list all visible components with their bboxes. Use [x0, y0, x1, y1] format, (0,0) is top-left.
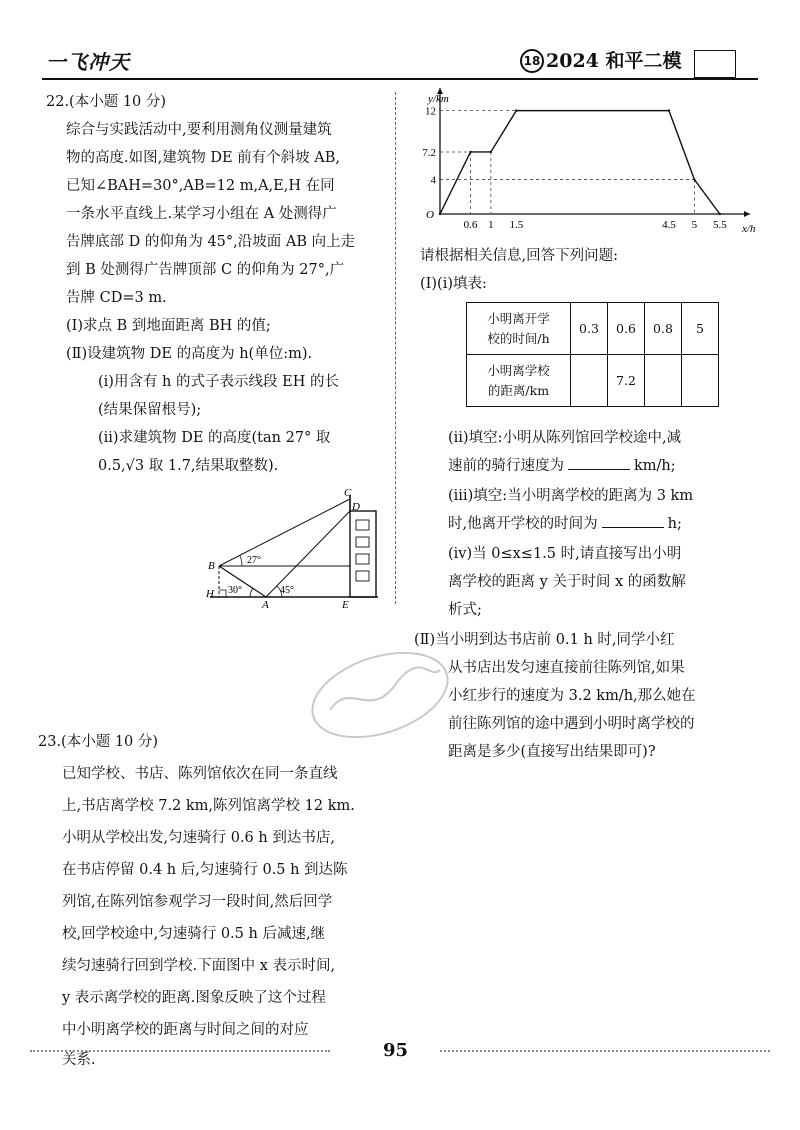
- x-axis-arrow-icon: [744, 211, 750, 217]
- fill-text: 时,他离开学校的时间为: [448, 516, 598, 532]
- window: [356, 520, 369, 530]
- q23-part1-i: (Ⅰ)(ⅰ)填表:: [420, 276, 487, 292]
- label-h: H: [206, 588, 214, 600]
- q23-line: 已知学校、书店、陈列馆依次在同一条直线: [62, 766, 338, 782]
- table-cell: 0.3: [571, 303, 608, 355]
- q22-line: 综合与实践活动中,要利用测角仪测量建筑: [66, 122, 332, 138]
- unit-text: km/h;: [634, 458, 676, 474]
- table-cell[interactable]: [645, 355, 682, 407]
- q22-sub2-cont: 0.5,√3 取 1.7,结果取整数).: [98, 458, 279, 474]
- sight-line-ad: [266, 511, 350, 597]
- q22-line: 物的高度.如图,建筑物 DE 前有个斜坡 AB,: [66, 150, 340, 166]
- watermark-stamp-icon: [300, 640, 460, 750]
- header-rule: [42, 78, 758, 80]
- q23-line: 小明从学校出发,匀速骑行 0.6 h 到达书店,: [62, 830, 335, 846]
- graph-series: [439, 109, 721, 215]
- q22-heading: 22.(本小题 10 分): [46, 94, 167, 110]
- series-title: 一飞冲天: [46, 50, 130, 74]
- label-b: B: [208, 560, 215, 572]
- q23-part1-iv-end: 析式;: [448, 602, 482, 618]
- x-tick-label: 5.5: [712, 219, 727, 231]
- q23-intro: 请根据相关信息,回答下列问题:: [420, 248, 618, 264]
- table-row: [467, 303, 719, 355]
- q22-sub1: (ⅰ)用含有 h 的式子表示线段 EH 的长: [98, 374, 339, 390]
- circled-number: 18: [520, 49, 544, 73]
- q23-line: 关系.: [62, 1052, 96, 1068]
- table-header-cell: [467, 355, 571, 407]
- table-cell[interactable]: [682, 355, 719, 407]
- origin-label: O: [426, 209, 434, 221]
- table-cell[interactable]: [571, 355, 608, 407]
- table-cell: 0.8: [645, 303, 682, 355]
- data-point: [693, 178, 695, 180]
- q22-line: 告牌底部 D 的仰角为 45°,沿坡面 AB 向上走: [66, 234, 356, 250]
- y-tick-label: 7.2: [422, 146, 436, 159]
- series-line: [440, 111, 720, 214]
- q23-part2-line: 前往陈列馆的途中遇到小明时离学校的: [448, 716, 695, 732]
- q22-part2: (Ⅱ)设建筑物 DE 的高度为 h(单位:m).: [66, 346, 313, 362]
- x-tick-label: 1: [488, 219, 494, 231]
- q23-line: 上,书店离学校 7.2 km,陈列馆离学校 12 km.: [62, 798, 355, 814]
- y-axis-label: y/km: [428, 93, 449, 105]
- q23-part1-iii: (ⅲ)填空:当小明离学校的距离为 3 km: [448, 488, 694, 504]
- x-tick-label: 1.5: [509, 219, 524, 231]
- data-point: [719, 213, 721, 215]
- q23-line: 续匀速骑行回到学校.下面图中 x 表示时间,: [62, 958, 336, 974]
- q23-part1-ii: (ⅱ)填空:小明从陈列馆回学校途中,减: [448, 430, 682, 446]
- q23-line: 在书店停留 0.4 h 后,匀速骑行 0.5 h 到达陈: [62, 862, 348, 878]
- q23-part1-iv-cont: 离学校的距离 y 关于时间 x 的函数解: [448, 574, 686, 590]
- q23-part2-line: 小红步行的速度为 3.2 km/h,那么她在: [448, 688, 696, 704]
- angle-arc-27: [240, 556, 242, 566]
- q23-part1-iii-cont: [448, 510, 682, 538]
- fill-text: 速前的骑行速度为: [448, 458, 564, 474]
- q23-line: 列馆,在陈列馆参观学习一段时间,然后回学: [62, 894, 333, 910]
- label-c: C: [344, 487, 352, 499]
- column-divider: [395, 92, 396, 604]
- q22-sub1-cont: (结果保留根号);: [98, 402, 202, 418]
- q23-part2-line: 距离是多少(直接写出结果即可)?: [448, 744, 656, 760]
- data-point: [439, 213, 441, 215]
- table-cell: 0.6: [608, 303, 645, 355]
- graph-ticks: [422, 106, 727, 231]
- footer-dots-left: [30, 1050, 330, 1052]
- x-tick-label: 4.5: [662, 219, 676, 231]
- data-point: [490, 151, 492, 153]
- angle-arc-30: [250, 588, 253, 597]
- label-e: E: [342, 599, 349, 610]
- exam-name: 2024 和平二模: [546, 50, 682, 72]
- q22-line: 告牌 CD=3 m.: [66, 290, 167, 306]
- page-number: 95: [383, 1040, 409, 1061]
- logo-icon: [694, 50, 736, 78]
- answer-blank[interactable]: [602, 511, 664, 528]
- q22-line: 到 B 处测得广告牌顶部 C 的仰角为 27°,广: [66, 262, 345, 278]
- distance-time-graph: [412, 88, 772, 238]
- label-a: A: [262, 599, 269, 610]
- window: [356, 571, 369, 581]
- table-label: 的距离/km: [487, 382, 550, 398]
- table-cell: 5: [682, 303, 719, 355]
- window: [356, 537, 369, 547]
- angle-label-27: 27°: [247, 555, 261, 566]
- window: [356, 554, 369, 564]
- q22-sub2: (ⅱ)求建筑物 DE 的高度(tan 27° 取: [98, 430, 331, 446]
- data-point: [469, 151, 471, 153]
- angle-label-45: 45°: [280, 585, 294, 596]
- fill-table: [466, 302, 719, 407]
- footer-dots-right: [440, 1050, 770, 1052]
- q22-figure: [200, 485, 390, 610]
- table-label: 校的时间/h: [487, 330, 550, 346]
- q23-part2-line: 从书店出发匀速直接前往陈列馆,如果: [448, 660, 685, 676]
- unit-text: h;: [667, 516, 682, 532]
- q23-heading: 23.(本小题 10 分): [38, 734, 159, 750]
- q23-part2: (Ⅱ)当小明到达书店前 0.1 h 时,同学小红: [414, 632, 675, 648]
- label-d: D: [352, 501, 360, 513]
- data-point: [668, 109, 670, 111]
- table-label: 小明离开学: [487, 310, 550, 326]
- table-header-cell: [467, 303, 571, 355]
- q23-line: 中小明离学校的距离与时间之间的对应: [62, 1022, 309, 1038]
- q22-line: 一条水平直线上.某学习小组在 A 处测得广: [66, 206, 337, 222]
- q23-part1-ii-cont: [448, 452, 676, 480]
- table-row: [467, 355, 719, 407]
- x-tick-label: 0.6: [463, 219, 478, 231]
- x-tick-label: 5: [691, 219, 698, 231]
- q22-part1: (Ⅰ)求点 B 到地面距离 BH 的值;: [66, 318, 271, 334]
- data-point: [515, 109, 517, 111]
- q22-line: 已知∠BAH=30°,AB=12 m,A,E,H 在同: [66, 178, 335, 194]
- q23-line: 校,回学校途中,匀速骑行 0.5 h 后减速,继: [62, 926, 326, 942]
- q23-part1-iv: (ⅳ)当 0≤x≤1.5 时,请直接写出小明: [448, 546, 682, 562]
- table-label: 小明离学校: [487, 362, 550, 378]
- table-cell: 7.2: [608, 355, 645, 407]
- y-tick-label: 12: [425, 105, 436, 118]
- graph-guides: [440, 111, 694, 214]
- x-axis-label: x/h: [742, 223, 756, 235]
- y-tick-label: 4: [430, 174, 436, 187]
- sight-line-bc: [219, 499, 350, 566]
- angle-label-30: 30°: [228, 585, 242, 596]
- exam-title: [520, 46, 682, 73]
- answer-blank[interactable]: [568, 453, 630, 470]
- q23-line: y 表示离学校的距离.图象反映了这个过程: [62, 990, 326, 1006]
- right-angle-h: [219, 590, 226, 597]
